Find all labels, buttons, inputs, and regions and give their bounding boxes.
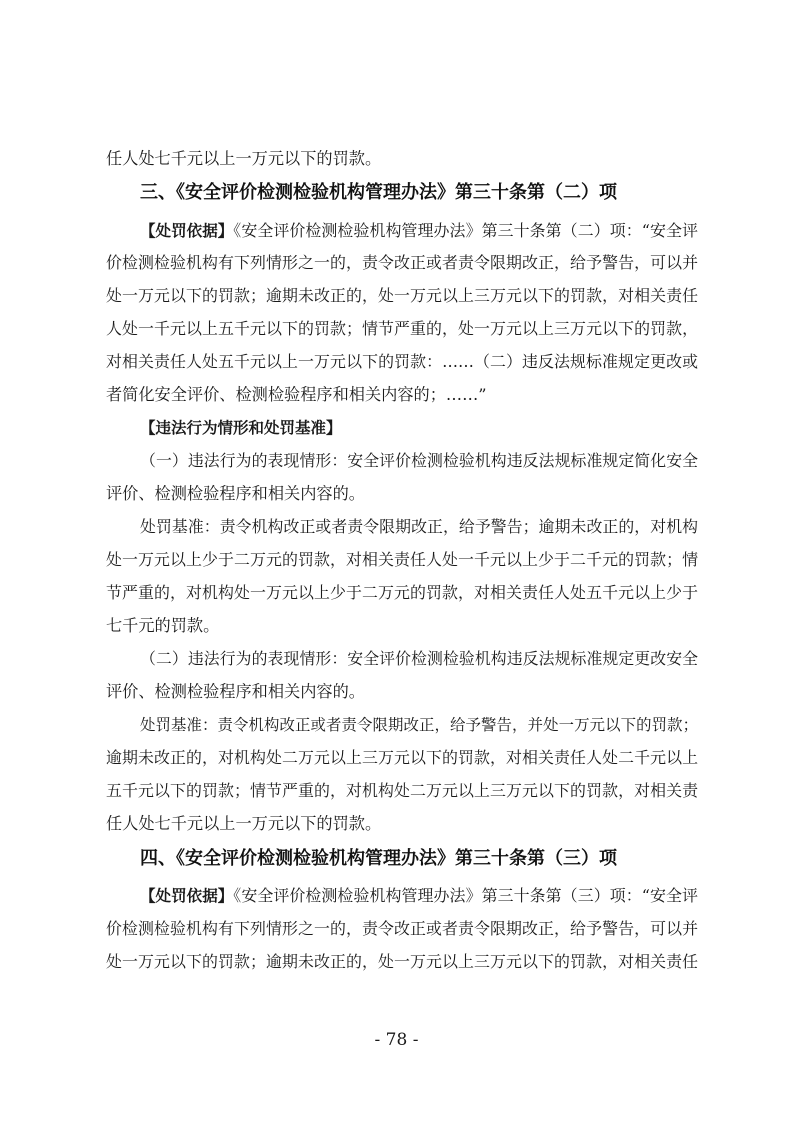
paragraph-line bbox=[140, 221, 698, 241]
paragraph-line: 处罚基准：责令机构改正或者责令限期改正，给予警告；逾期未改正的，对机构 bbox=[140, 517, 698, 536]
paragraph-line: 节严重的，对机构处一万元以上少于二万元的罚款，对相关责任人处五千元以上少于 bbox=[106, 583, 698, 602]
label-penalty-basis: 【处罚依据】 bbox=[140, 887, 234, 905]
paragraph-line bbox=[140, 886, 698, 906]
page-number: - 78 - bbox=[374, 1030, 419, 1050]
paragraph-line: 价检测检验机构有下列情形之一的，责令改正或者责令限期改正，给予警告，可以并 bbox=[106, 253, 698, 272]
subsection-label bbox=[140, 418, 698, 438]
section-heading-3: 三、《安全评价检测检验机构管理办法》第三十条第（二）项 bbox=[140, 182, 617, 203]
paragraph-line: 处罚基准：责令机构改正或者责令限期改正，给予警告，并处一万元以下的罚款； bbox=[140, 716, 698, 734]
paragraph-line: （一）违法行为的表现情形：安全评价检测检验机构违反法规标准规定简化安全 bbox=[140, 451, 698, 470]
paragraph-line: 逾期未改正的，对机构处二万元以上三万元以下的罚款，对相关责任人处二千元以上 bbox=[106, 748, 698, 767]
label-violation-and-standard: 【违法行为情形和处罚基准】 bbox=[140, 419, 342, 437]
paragraph-line: 对相关责任人处五千元以上一万元以下的罚款：……（二）违反法规标准规定更改或 bbox=[106, 352, 698, 371]
paragraph-line: 价检测检验机构有下列情形之一的，责令改正或者责令限期改正，给予警告，可以并 bbox=[106, 919, 698, 938]
paragraph-line: 处一万元以下的罚款；逾期未改正的，处一万元以上三万元以下的罚款，对相关责任 bbox=[106, 286, 698, 305]
paragraph-text: 《安全评价检测检验机构管理办法》第三十条第（二）项：“安全评 bbox=[233, 221, 698, 240]
paragraph-text: 《安全评价检测检验机构管理办法》第三十条第（三）项：“安全评 bbox=[233, 886, 698, 905]
paragraph-line: 处一万元以下的罚款；逾期未改正的，处一万元以上三万元以下的罚款，对相关责任 bbox=[106, 952, 698, 971]
section-heading-4: 四、《安全评价检测检验机构管理办法》第三十条第（三）项 bbox=[140, 848, 617, 869]
label-penalty-basis: 【处罚依据】 bbox=[140, 222, 234, 240]
paragraph-line: 五千元以下的罚款；情节严重的，对机构处二万元以上三万元以下的罚款，对相关责 bbox=[106, 781, 698, 800]
paragraph-line: 者简化安全评价、检测检验程序和相关内容的；……” bbox=[106, 385, 487, 404]
paragraph-line: 任人处七千元以上一万元以下的罚款。 bbox=[106, 814, 382, 833]
paragraph-line: 评价、检测检验程序和相关内容的。 bbox=[106, 682, 365, 701]
paragraph-line: 人处一千元以上五千元以下的罚款；情节严重的，处一万元以上三万元以下的罚款， bbox=[106, 319, 698, 338]
paragraph-line: 处一万元以上少于二万元的罚款，对相关责任人处一千元以上少于二千元的罚款；情 bbox=[106, 550, 698, 569]
paragraph-line: （二）违法行为的表现情形：安全评价检测检验机构违反法规标准规定更改安全 bbox=[140, 649, 698, 668]
paragraph-line: 七千元的罚款。 bbox=[106, 616, 220, 635]
paragraph-line: 任人处七千元以上一万元以下的罚款。 bbox=[106, 149, 382, 168]
paragraph-line: 评价、检测检验程序和相关内容的。 bbox=[106, 484, 365, 503]
